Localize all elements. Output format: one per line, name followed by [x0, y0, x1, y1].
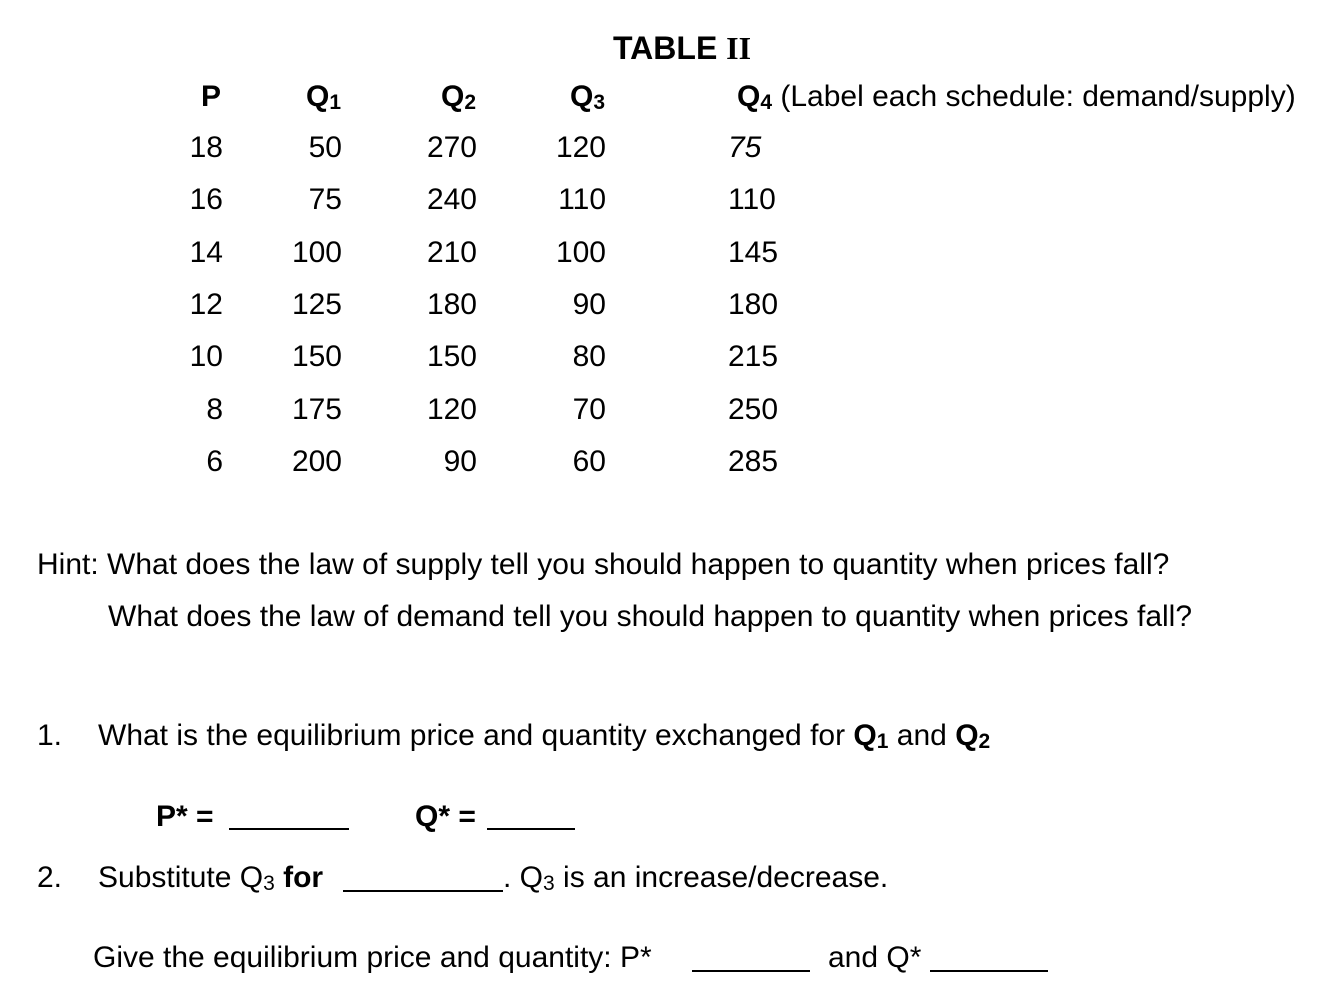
- cell-q3: 110: [558, 183, 606, 216]
- cell-p: 10: [189, 340, 223, 373]
- cell-q3: 100: [555, 236, 606, 269]
- give-q-star-blank[interactable]: [930, 969, 1048, 972]
- p-star-label: P* =: [156, 800, 214, 833]
- header-p: P: [201, 80, 222, 113]
- q-star-label: Q* =: [415, 800, 476, 833]
- give-p-star-blank[interactable]: [692, 969, 810, 972]
- cell-p: 16: [189, 183, 223, 216]
- cell-p: 14: [189, 236, 223, 269]
- substitute-answer-blank[interactable]: [343, 889, 503, 892]
- cell-q1: 75: [308, 183, 342, 216]
- cell-q1: 50: [308, 131, 342, 164]
- header-q1: $Q_1$: [306, 80, 342, 115]
- cell-q1: 125: [291, 288, 342, 321]
- cell-q2: 90: [443, 445, 477, 478]
- header-q2: $Q_2$: [441, 80, 477, 115]
- cell-p: 6: [206, 445, 223, 478]
- question-2-text-b: . $Q_3$ is an increase/decrease.: [503, 861, 889, 896]
- cell-p: 18: [189, 131, 223, 164]
- question-2-text-a: Substitute $Q_3$ for: [98, 861, 324, 896]
- cell-q4: 145: [728, 236, 779, 269]
- cell-q2: 240: [426, 183, 477, 216]
- cell-q4: 75: [728, 131, 762, 164]
- header-q4: $Q_4$ (Label each schedule: demand/supply): [737, 80, 1296, 115]
- give-equilibrium-text: Give the equilibrium price and quantity: P*: [93, 941, 652, 974]
- cell-q4: 285: [728, 445, 779, 478]
- cell-q1: 100: [291, 236, 342, 269]
- cell-q1: 175: [291, 393, 342, 426]
- question-2-number: 2.: [37, 861, 63, 894]
- cell-p: 8: [206, 393, 223, 426]
- cell-q2: 210: [426, 236, 477, 269]
- cell-q4: 215: [728, 340, 779, 373]
- p-star-answer-blank[interactable]: [229, 827, 349, 830]
- cell-q4: 110: [728, 183, 776, 216]
- header-q3: $Q_3$: [570, 80, 606, 115]
- cell-q1: 200: [291, 445, 342, 478]
- cell-q3: 70: [572, 393, 606, 426]
- cell-q2: 180: [426, 288, 477, 321]
- cell-q2: 150: [426, 340, 477, 373]
- cell-p: 12: [189, 288, 223, 321]
- q-star-answer-blank[interactable]: [487, 827, 575, 830]
- cell-q3: 80: [572, 340, 606, 373]
- question-1-number: 1.: [37, 719, 63, 752]
- hint-line-2: What does the law of demand tell you should happen to quantity when prices fall?: [108, 600, 1193, 633]
- cell-q2: 270: [426, 131, 477, 164]
- table-title: TABLE II: [613, 30, 752, 66]
- cell-q4: 180: [728, 288, 779, 321]
- cell-q1: 150: [291, 340, 342, 373]
- question-1-text: What is the equilibrium price and quantity exchanged for $Q_1$ and $Q_2$: [98, 719, 991, 754]
- give-and-q-text: and Q*: [828, 941, 922, 974]
- cell-q4: 250: [728, 393, 779, 426]
- cell-q3: 120: [555, 131, 606, 164]
- cell-q2: 120: [426, 393, 477, 426]
- cell-q3: 60: [572, 445, 606, 478]
- cell-q3: 90: [572, 288, 606, 321]
- hint-line-1: Hint: What does the law of supply tell you should happen to quantity when prices fall?: [37, 548, 1170, 581]
